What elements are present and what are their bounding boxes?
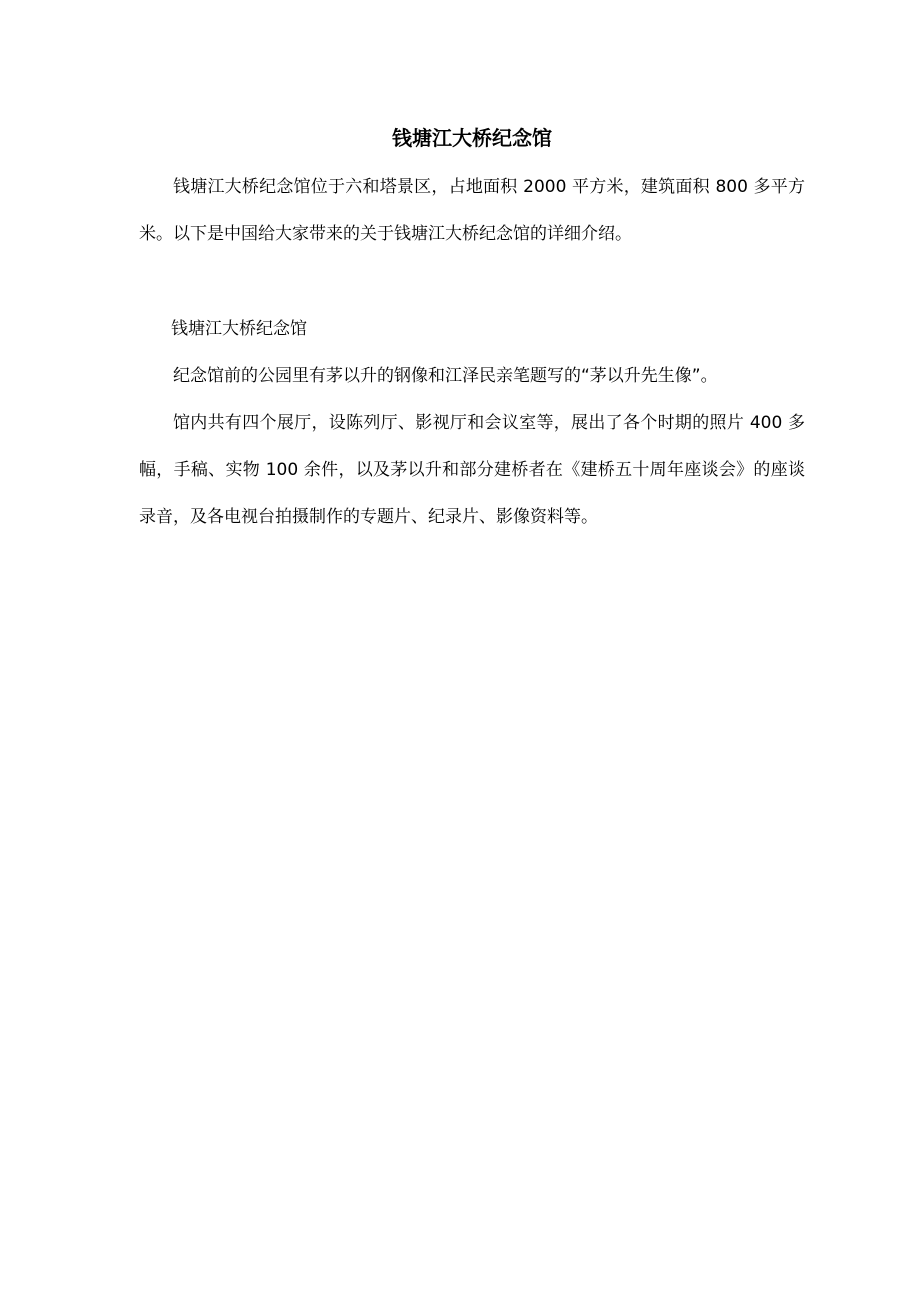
document-title: 钱塘江大桥纪念馆 bbox=[392, 126, 552, 150]
body-paragraph-exhibits: 馆内共有四个展厅，设陈列厅、影视厅和会议室等，展出了各个时期的照片 400 多幅，手稿、实物 100 余件，以及茅以升和部分建桥者在《建桥五十周年座谈会》的座谈录音，及各电视台拍摄制作的专题片、纪录片、影像资料等。 bbox=[139, 413, 805, 527]
document-body bbox=[139, 118, 805, 541]
intro-paragraph: 钱塘江大桥纪念馆位于六和塔景区，占地面积 2000 平方米，建筑面积 800 多平方米。以下是中国给大家带来的关于钱塘江大桥纪念馆的详细介绍。 bbox=[139, 177, 805, 244]
paragraph-spacer bbox=[139, 258, 805, 306]
section-heading: 钱塘江大桥纪念馆 bbox=[171, 319, 307, 339]
body-paragraph-statue: 纪念馆前的公园里有茅以升的钢像和江泽民亲笔题写的“茅以升先生像”。 bbox=[173, 366, 718, 386]
